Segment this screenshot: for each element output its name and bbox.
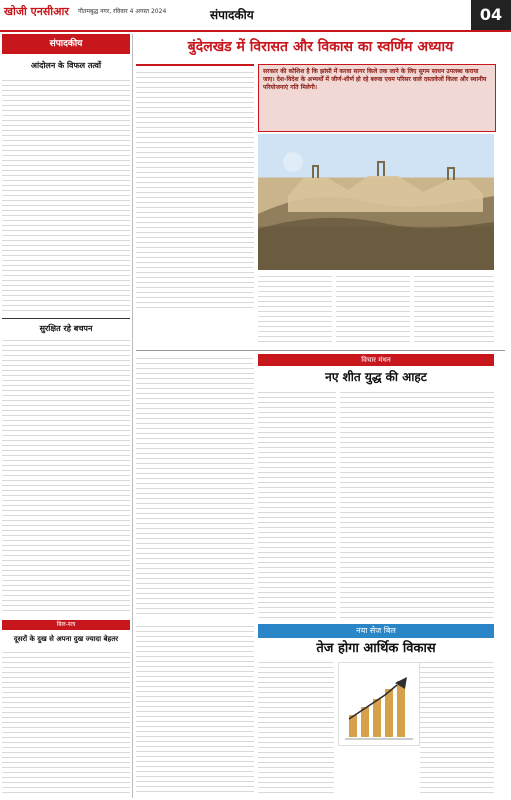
bottom-center-article-2 [420,660,494,794]
bottom-chart-graphic [338,662,420,746]
top-bar [0,0,511,32]
left-second-headline: सुरक्षित रहे बचपन [39,324,93,333]
masthead: खोजी एनसीआर [4,5,69,18]
middle-center-article [258,390,336,618]
intro-text: सरकार की कोशिश है कि झांसी में करवा सागर किले तक जाने के लिए सुगम साधन उपलब्ध कराया जाए। देश-विदेश के अभ्यर्थों में जीर्ण-शीर्ण हो रहे बरुवा एवम परिसर वाले दस्तावेजों किला और स्थानीय परियोजनाएं गति मिलेगी। [263,68,487,91]
page-number: 04 [471,0,511,30]
middle-left-article [136,356,254,618]
dateline: गौतमबुद्ध नगर, रविवार 4 अगस्त 2024 [78,8,167,15]
main-left-rule [136,64,254,66]
main-right-article-2 [336,274,410,344]
bottom-left-article [136,624,254,794]
main-right-article-1 [258,274,332,344]
banner-headline: बुंदेलखंड में विरासत और विकास का स्वर्णिम अध्याय [187,39,454,55]
left-lead-article [2,78,130,314]
fort-photo [258,134,494,270]
left-lead-headline: आंदोलन के विफल तत्वों [30,61,102,70]
bottom-center-article-1 [258,660,334,794]
left-third-headline: दूसरों के दुख से अपना दुख ज्यादा बेहतर [13,635,119,643]
left-third-kicker: बिल-सत्र [2,620,130,630]
main-left-article [136,70,254,308]
left-third-article [2,650,130,796]
section-title: संपादकीय [210,8,254,22]
opinion-headline: नए शीत युद्ध की आहट [325,370,427,384]
left-second-article [2,338,130,614]
bottom-kicker: नया सेज बिल [258,624,494,638]
middle-right-article [340,390,494,618]
bottom-headline: तेज होगा आर्थिक विकास [316,641,436,656]
left-column [2,34,130,798]
editorial-badge: संपादकीय [2,34,130,54]
main-right-article-3 [414,274,494,344]
opinion-kicker: विचार मंथन [258,354,494,366]
intro-box [258,64,496,132]
